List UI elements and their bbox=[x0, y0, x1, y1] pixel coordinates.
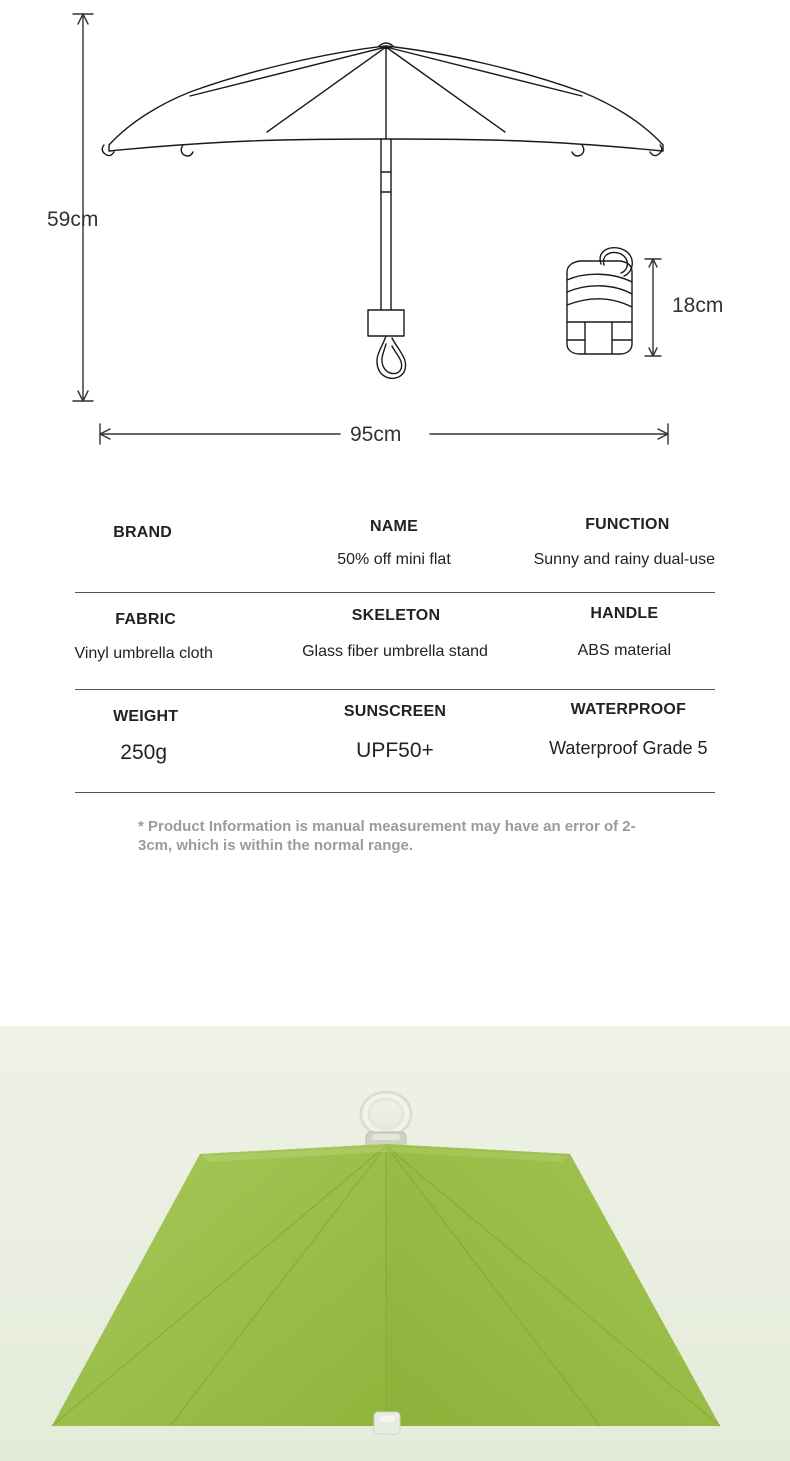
spec-value: Vinyl umbrella cloth bbox=[74, 645, 213, 662]
spec-key: NAME bbox=[370, 518, 418, 535]
measurement-note: * Product Information is manual measurement may have an error of 2-3cm, which is within the normal range. bbox=[138, 818, 636, 854]
spec-key: FABRIC bbox=[115, 611, 177, 628]
umbrella-photo-graphic bbox=[0, 1026, 790, 1461]
spec-key: SUNSCREEN bbox=[343, 703, 447, 720]
spec-cell-skeleton bbox=[288, 607, 501, 660]
spec-key: FUNCTION bbox=[585, 516, 670, 533]
row-divider bbox=[75, 792, 715, 793]
table-row bbox=[74, 593, 715, 662]
spec-cell-handle bbox=[502, 605, 715, 659]
spec-value: UPF50+ bbox=[356, 739, 434, 762]
spec-value: Glass fiber umbrella stand bbox=[302, 643, 488, 660]
folded-dimension-line bbox=[645, 259, 661, 356]
spec-cell-brand bbox=[75, 516, 288, 564]
spec-cell-name bbox=[288, 516, 501, 568]
folded-umbrella-line-drawing bbox=[567, 248, 632, 354]
spec-key: WATERPROOF bbox=[570, 701, 687, 718]
spec-value: Sunny and rainy dual-use bbox=[533, 551, 716, 568]
spec-cell-weight bbox=[75, 708, 288, 762]
table-row bbox=[75, 500, 716, 568]
handle-loop bbox=[361, 1092, 411, 1136]
spec-cell-waterproof bbox=[502, 701, 715, 762]
green-umbrella-photo bbox=[0, 1026, 790, 1461]
width-dimension-label: 95cm bbox=[350, 423, 402, 446]
spec-value: Waterproof Grade 5 bbox=[549, 738, 708, 758]
spec-key: SKELETON bbox=[351, 607, 441, 624]
umbrella-photo-svg bbox=[0, 1026, 790, 1461]
dimension-diagram bbox=[0, 0, 790, 500]
spec-value: 50% off mini flat bbox=[337, 551, 451, 568]
folded-dimension-label: 18cm bbox=[672, 294, 724, 317]
height-dimension-label: 59cm bbox=[47, 208, 99, 231]
spec-cell-fabric bbox=[74, 611, 288, 662]
spec-cell-function bbox=[502, 516, 716, 568]
table-row bbox=[75, 690, 715, 762]
bottom-hub bbox=[374, 1412, 400, 1434]
spec-rows bbox=[75, 500, 715, 793]
spec-key: HANDLE bbox=[590, 605, 659, 622]
spec-value: 250g bbox=[120, 741, 168, 764]
spec-cell-sunscreen bbox=[288, 703, 501, 762]
specification-table bbox=[0, 500, 790, 855]
spec-key: BRAND bbox=[113, 524, 173, 541]
spec-value: ABS material bbox=[577, 642, 671, 659]
spec-key: WEIGHT bbox=[113, 708, 179, 725]
open-umbrella-line-drawing bbox=[102, 43, 663, 378]
